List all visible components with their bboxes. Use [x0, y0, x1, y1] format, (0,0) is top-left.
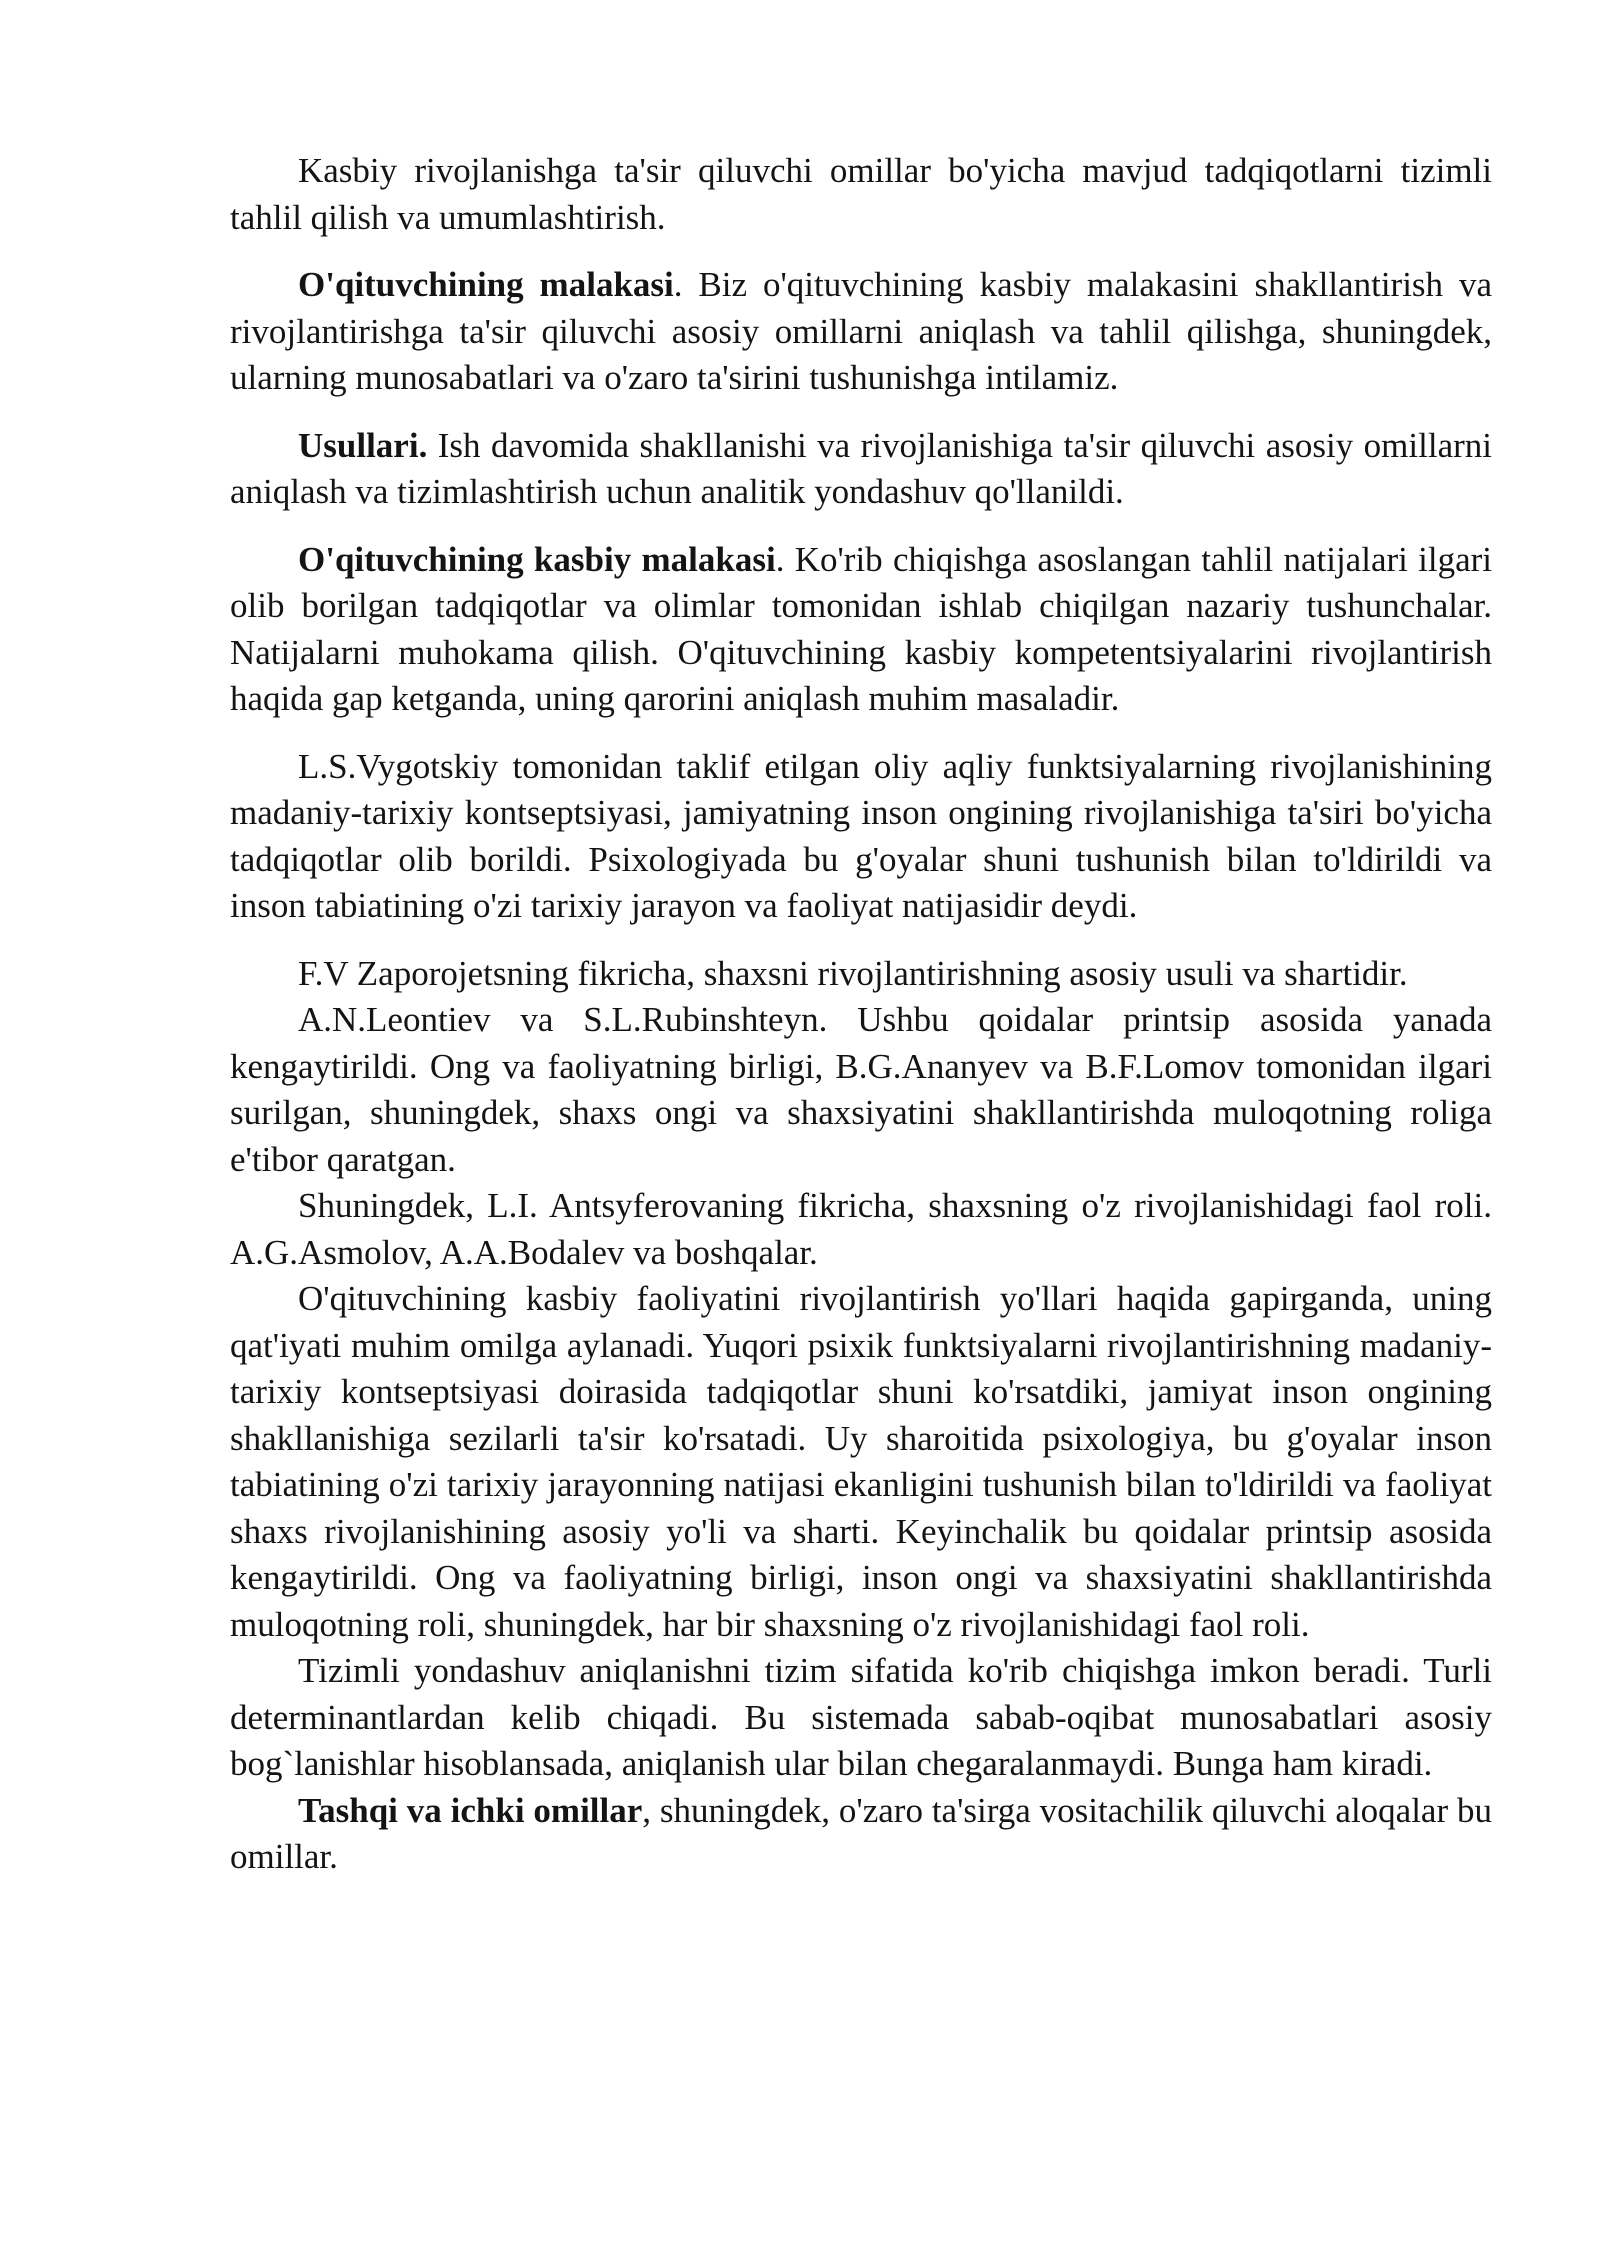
paragraph-text: Ish davomida shakllanishi va rivojlanishiga ta'sir qiluvchi asosiy omillarni aniqlash va tizimlashtirish uchun analitik yondashuv qo'llanildi. [230, 425, 1492, 511]
paragraph-text: . Biz o'qituvchining kasbiy malakasini shakllantirish va rivojlantirishga ta'sir qiluvchi asosiy omillarni aniqlash va tahlil qilishga, shuningdek, ularning munosabatlari va o'zaro ta'sirini tushunishga intilamiz. [230, 265, 1492, 397]
paragraph-text: O'qituvchining kasbiy faoliyatini rivojlantirish yo'llari haqida gapirganda, uning qat'iyati muhim omilga aylanadi. Yuqori psixik funktsiyalarni rivojlantirishning madaniy-tarixiy kontseptsiyasi doirasida tadqiqotlar shuni ko'rsatdiki, jamiyat inson ongining shakllanishiga sezilarli ta'sir ko'rsatadi. Uy sharoitida psixologiya, bu g'oyalar inson tabiatining o'zi tarixiy jarayonning natijasi ekanligini tushunish bilan to'ldirildi va faoliyat shaxs rivojlanishining asosiy yo'li va sharti. Keyinchalik bu qoidalar printsip asosida kengaytirildi. Ong va faoliyatning birligi, inson ongi va shaxsiyatini shakllantirishda muloqotning roli, shuningdek, har bir shaxsning o'z rivojlanishidagi faol roli. [230, 1279, 1492, 1644]
document-page [230, 148, 1492, 1881]
paragraph-text: L.S.Vygotskiy tomonidan taklif etilgan oliy aqliy funktsiyalarning rivojlanishining madaniy-tarixiy kontseptsiyasi, jamiyatning inson ongining rivojlanishiga ta'siri bo'yicha tadqiqotlar olib borildi. Psixologiyada bu g'oyalar shuni tushunish bilan to'ldirildi va inson tabiatining o'zi tarixiy jarayon va faoliyat natijasidir deydi. [230, 746, 1492, 925]
paragraph-heading: O'qituvchining malakasi [298, 265, 674, 304]
paragraph-heading: Usullari. [298, 425, 428, 465]
paragraph-text: Tizimli yondashuv aniqlanishni tizim sifatida ko'rib chiqishga imkon beradi. Turli determinantlardan kelib chiqadi. Bu sistemada sabab-oqibat munosabatlari asosiy bog`lanishlar hisoblansada, aniqlanish ular bilan chegaralanmaydi. Bunga ham kiradi. [230, 1651, 1492, 1783]
paragraph-teacher-qualification [230, 262, 1492, 402]
paragraph-intro [230, 148, 1492, 241]
paragraph-zaporozhets [230, 951, 1492, 998]
paragraph-text: . Ko'rib chiqishga asoslangan tahlil natijalari ilgari olib borilgan tadqiqotlar va olimlar tomonidan ishlab chiqilgan nazariy tushunchalar. Natijalarni muhokama qilish. O'qituvchining kasbiy kompetentsiyalarini rivojlantirish haqida gap ketganda, uning qarorini aniqlash muhim masaladir. [230, 539, 1493, 718]
paragraph-text: F.V Zaporojetsning fikricha, shaxsni rivojlantirishning asosiy usuli va shartidir. [298, 953, 1408, 993]
paragraph-text: , shuningdek, o'zaro ta'sirga vositachilik qiluvchi aloqalar bu omillar. [230, 1790, 1492, 1876]
paragraph-text: A.N.Leontiev va S.L.Rubinshteyn. Ushbu qoidalar printsip asosida yanada kengaytirildi. Ong va faoliyatning birligi, B.G.Ananyev va B.F.Lomov tomonidan ilgari surilgan, shuningdek, shaxs ongi va shaxsiyatini shakllantirishda muloqotning roliga e'tibor qaratgan. [230, 1000, 1492, 1179]
paragraph-leontiev [230, 997, 1492, 1183]
paragraph-vygotsky [230, 744, 1492, 930]
paragraph-methods [230, 423, 1492, 516]
paragraph-heading: Tashqi va ichki omillar [298, 1790, 643, 1830]
paragraph-heading: O'qituvchining kasbiy malakasi [298, 539, 776, 579]
paragraph-systemic-approach [230, 1648, 1492, 1788]
paragraph-professional-activity [230, 1276, 1492, 1648]
paragraph-external-internal-factors [230, 1788, 1492, 1881]
paragraph-text: Kasbiy rivojlanishga ta'sir qiluvchi omillar bo'yicha mavjud tadqiqotlarni tizimli tahlil qilish va umumlashtirish. [230, 151, 1492, 237]
paragraph-antsyferova [230, 1183, 1492, 1276]
paragraph-professional-qualification [230, 537, 1492, 723]
paragraph-text: Shuningdek, L.I. Antsyferovaning fikricha, shaxsning o'z rivojlanishidagi faol roli. A.G.Asmolov, A.A.Bodalev va boshqalar. [230, 1186, 1492, 1272]
